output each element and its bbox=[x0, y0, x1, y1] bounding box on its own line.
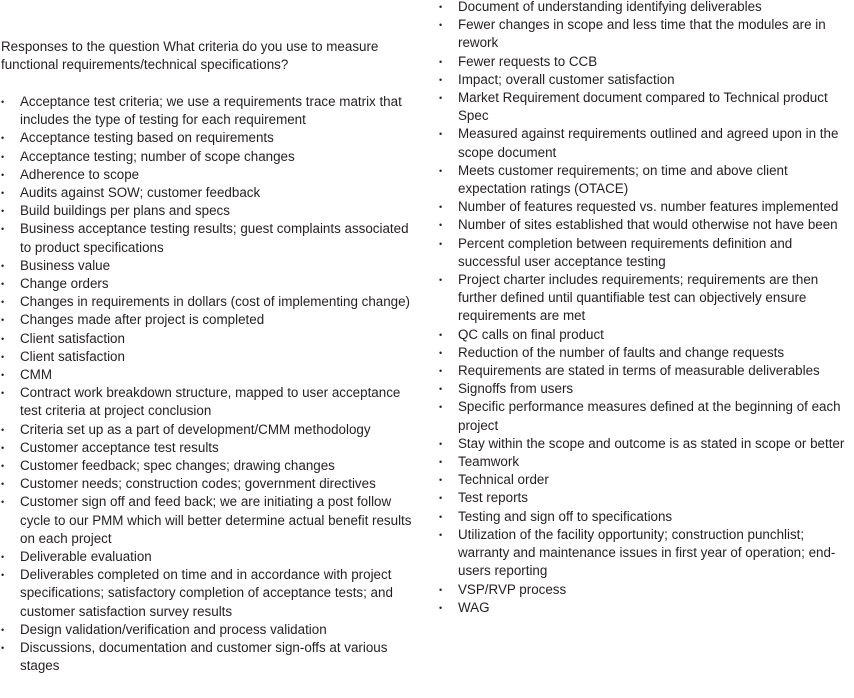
list-item: • Audits against SOW; customer feedback bbox=[1, 184, 419, 202]
list-item: • Percent completion between requirements definition and successful user acceptance testing bbox=[439, 235, 854, 271]
list-item: • Contract work breakdown structure, mapped to user acceptance test criteria at project conclusion bbox=[1, 384, 419, 420]
list-item: • Requirements are stated in terms of measurable deliverables bbox=[439, 362, 854, 380]
list-item: • Changes in requirements in dollars (cost of implementing change) bbox=[1, 293, 419, 311]
list-item: • QC calls on final product bbox=[439, 326, 854, 344]
list-item: • Testing and sign off to specifications bbox=[439, 508, 854, 526]
list-item: • Changes made after project is completed bbox=[1, 311, 419, 329]
list-item: • WAG bbox=[439, 599, 854, 617]
list-item: • Fewer changes in scope and less time that the modules are in rework bbox=[439, 16, 854, 52]
list-item: • Adherence to scope bbox=[1, 166, 419, 184]
list-item: • Number of sites established that would otherwise not have been bbox=[439, 216, 854, 234]
list-item: • Specific performance measures defined at the beginning of each project bbox=[439, 398, 854, 434]
list-item: • Document of understanding identifying deliverables bbox=[439, 0, 854, 16]
list-item: • Deliverable evaluation bbox=[1, 548, 419, 566]
list-item: • Test reports bbox=[439, 489, 854, 507]
list-item: • Discussions, documentation and customer sign-offs at various stages bbox=[1, 639, 419, 675]
list-item: • Customer acceptance test results bbox=[1, 439, 419, 457]
list-item: • Impact; overall customer satisfaction bbox=[439, 71, 854, 89]
list-item: • Customer needs; construction codes; government directives bbox=[1, 475, 419, 493]
response-list-left bbox=[1, 93, 419, 676]
list-item: • VSP/RVP process bbox=[439, 581, 854, 599]
list-item: • Reduction of the number of faults and change requests bbox=[439, 344, 854, 362]
list-item: • Customer feedback; spec changes; drawing changes bbox=[1, 457, 419, 475]
list-item: • Number of features requested vs. number features implemented bbox=[439, 198, 854, 216]
list-item: • Business acceptance testing results; guest complaints associated to product specifications bbox=[1, 220, 419, 256]
intro-text: Responses to the question What criteria do you use to measure functional requirements/technical specifications? bbox=[1, 39, 379, 73]
list-item: • Client satisfaction bbox=[1, 330, 419, 348]
response-list-right bbox=[439, 0, 854, 617]
list-item: • Customer sign off and feed back; we are initiating a post follow cycle to our PMM which will better determine actual benefit results on each project bbox=[1, 493, 419, 548]
list-item: • Criteria set up as a part of development/CMM methodology bbox=[1, 421, 419, 439]
list-item: • Deliverables completed on time and in accordance with project specifications; satisfactory completion of acceptance tests; and customer satisfaction survey results bbox=[1, 566, 419, 621]
list-item: • Meets customer requirements; on time and above client expectation ratings (OTACE) bbox=[439, 162, 854, 198]
list-item: • Acceptance test criteria; we use a requirements trace matrix that includes the type of testing for each requirement bbox=[1, 93, 419, 129]
list-item: • Build buildings per plans and specs bbox=[1, 202, 419, 220]
list-item: • Measured against requirements outlined and agreed upon in the scope document bbox=[439, 125, 854, 161]
list-item: • Stay within the scope and outcome is as stated in scope or better bbox=[439, 435, 854, 453]
list-item: • Client satisfaction bbox=[1, 348, 419, 366]
list-item: • Acceptance testing; number of scope changes bbox=[1, 148, 419, 166]
list-item: • Market Requirement document compared to Technical product Spec bbox=[439, 89, 854, 125]
list-item: • CMM bbox=[1, 366, 419, 384]
list-item: • Acceptance testing based on requirements bbox=[1, 129, 419, 147]
list-item: • Project charter includes requirements; requirements are then further defined until quantifiable test can objectively ensure requirements are met bbox=[439, 271, 854, 326]
list-item: • Utilization of the facility opportunity; construction punchlist; warranty and maintenance issues in first year of operation; end-users reporting bbox=[439, 526, 854, 581]
list-item: • Business value bbox=[1, 257, 419, 275]
list-item: • Change orders bbox=[1, 275, 419, 293]
list-item: • Signoffs from users bbox=[439, 380, 854, 398]
list-item: • Fewer requests to CCB bbox=[439, 53, 854, 71]
list-item: • Teamwork bbox=[439, 453, 854, 471]
list-item: • Technical order bbox=[439, 471, 854, 489]
list-item: • Design validation/verification and process validation bbox=[1, 621, 419, 639]
